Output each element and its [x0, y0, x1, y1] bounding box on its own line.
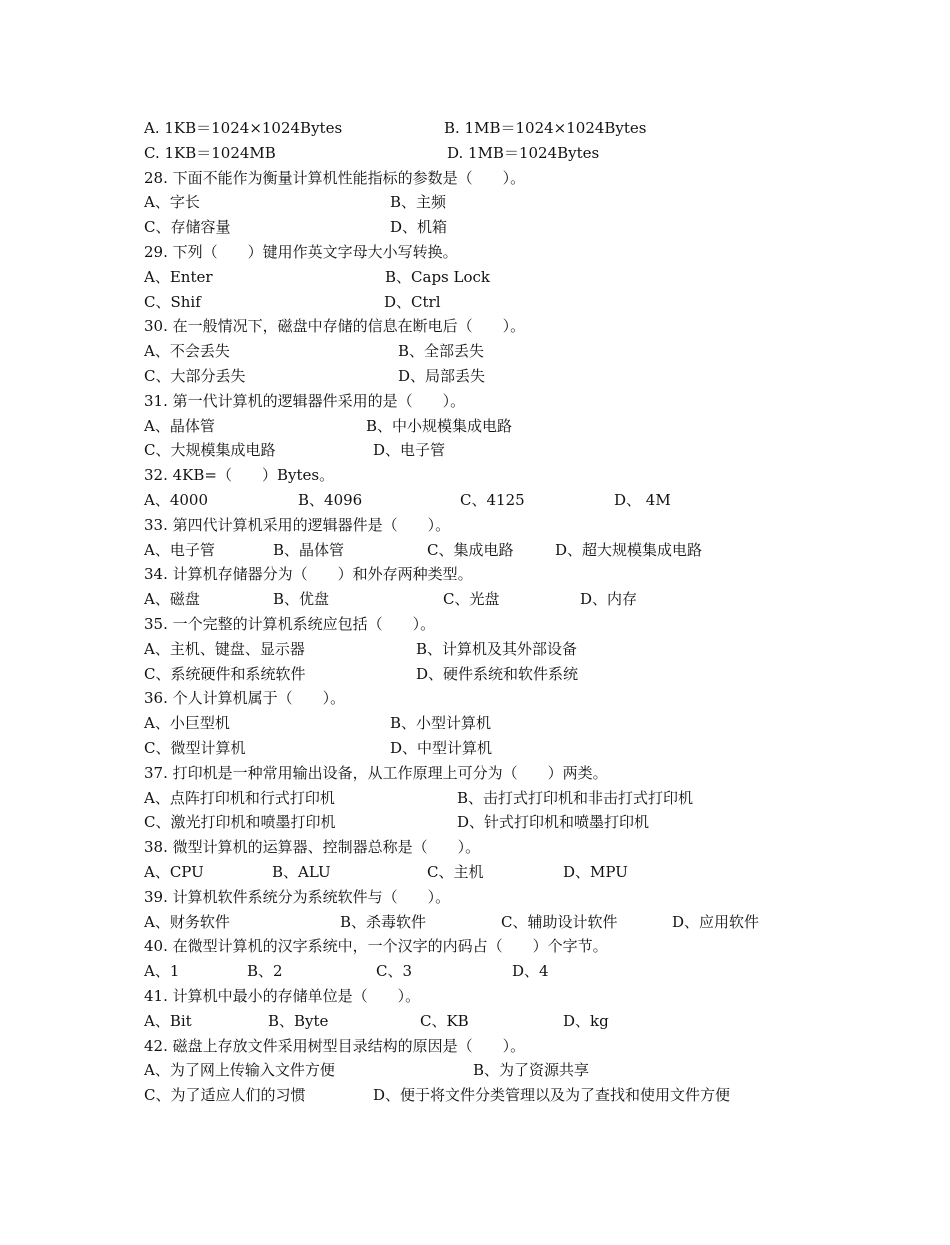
option-text: D、kg [563, 1011, 609, 1030]
options-line [0, 364, 950, 389]
option-text: D、超大规模集成电路 [555, 540, 703, 559]
options-line [0, 959, 950, 984]
option-text: B、计算机及其外部设备 [416, 639, 578, 658]
options-line [0, 1009, 950, 1034]
option-text: B、击打式打印机和非击打式打印机 [457, 788, 694, 807]
option-text: D、内存 [580, 590, 638, 609]
question-line [0, 1034, 950, 1059]
question-line [0, 166, 950, 191]
option-text: C、KB [420, 1011, 469, 1030]
option-text: C、Shif [144, 292, 201, 311]
question-line [0, 240, 950, 265]
question-line [0, 761, 950, 786]
option-text: D. 1MB＝1024Bytes [447, 143, 600, 162]
options-line [0, 141, 950, 166]
question-line [0, 463, 950, 488]
question-line [0, 835, 950, 860]
option-text: B、Byte [268, 1011, 329, 1030]
question-text: 33. 第四代计算机采用的逻辑器件是（ ）。 [144, 515, 451, 534]
question-line [0, 513, 950, 538]
option-text: A、主机、键盘、显示器 [144, 639, 305, 658]
option-text: C、微型计算机 [144, 739, 246, 757]
options-line [0, 1058, 950, 1083]
options-line [0, 662, 950, 687]
options-line [0, 1083, 950, 1108]
question-line [0, 314, 950, 339]
option-text: D、4 [512, 962, 549, 981]
option-text: B、晶体管 [273, 540, 345, 559]
options-line [0, 860, 950, 885]
question-text: 38. 微型计算机的运算器、控制器总称是（ ）。 [144, 838, 481, 857]
option-text: D、针式打印机和喷墨打印机 [457, 813, 650, 832]
question-text: 37. 打印机是一种常用输出设备，从工作原理上可分为（ ）两类。 [144, 763, 608, 782]
question-text: 39. 计算机软件系统分为系统软件与（ ）。 [144, 887, 451, 906]
options-line [0, 116, 950, 141]
option-text: C. 1KB＝1024MB [144, 143, 276, 162]
option-text: D、硬件系统和软件系统 [416, 664, 579, 683]
options-line [0, 786, 950, 811]
option-text: B、为了资源共享 [473, 1061, 590, 1080]
question-line [0, 984, 950, 1009]
question-text: 32. 4KB=（ ）Bytes。 [144, 466, 335, 485]
option-text: A、CPU [144, 863, 204, 881]
question-text: 36. 个人计算机属于（ ）。 [144, 689, 346, 708]
question-line [0, 934, 950, 959]
question-text: 29. 下列（ ）键用作英文字母大小写转换。 [144, 243, 458, 261]
question-line [0, 686, 950, 711]
option-text: C、光盘 [443, 590, 500, 609]
option-text: C、系统硬件和系统软件 [144, 664, 306, 683]
option-text: C、为了适应人们的习惯 [144, 1086, 306, 1105]
options-line [0, 438, 950, 463]
question-text: 35. 一个完整的计算机系统应包括（ ）。 [144, 615, 436, 633]
option-text: D、局部丢失 [398, 367, 486, 385]
options-line [0, 587, 950, 612]
option-text: A、点阵打印机和行式打印机 [144, 788, 335, 807]
option-text: B、Caps Lock [385, 267, 490, 286]
option-text: C、主机 [427, 863, 484, 881]
option-text: A、电子管 [144, 540, 215, 559]
options-line [0, 910, 950, 935]
option-text: A、1 [144, 962, 180, 981]
option-text: B、中小规模集成电路 [366, 416, 513, 435]
option-text: C、存储容量 [144, 218, 231, 237]
question-text: 40. 在微型计算机的汉字系统中，一个汉字的内码占（ ）个字节。 [144, 937, 608, 956]
option-text: A、不会丢失 [144, 342, 230, 361]
question-text: 34. 计算机存储器分为（ ）和外存两种类型。 [144, 565, 473, 584]
option-text: B、4096 [298, 491, 363, 509]
option-text: C、激光打印机和喷墨打印机 [144, 813, 336, 832]
option-text: C、4125 [460, 491, 525, 509]
options-line [0, 538, 950, 563]
option-text: A、磁盘 [144, 590, 200, 609]
question-line [0, 885, 950, 910]
option-text: A、为了网上传输入文件方便 [144, 1061, 335, 1080]
options-line [0, 290, 950, 315]
option-text: C、大规模集成电路 [144, 441, 276, 460]
question-text: 28. 下面不能作为衡量计算机性能指标的参数是（ ）。 [144, 168, 526, 187]
option-text: A、Bit [144, 1011, 192, 1030]
option-text: D、电子管 [373, 441, 446, 460]
option-text: C、辅助设计软件 [501, 912, 618, 931]
option-text: C、集成电路 [427, 540, 514, 559]
options-line [0, 339, 950, 364]
question-text: 41. 计算机中最小的存储单位是（ ）。 [144, 987, 421, 1005]
option-text: B、全部丢失 [398, 342, 485, 361]
options-line [0, 215, 950, 240]
options-line [0, 190, 950, 215]
options-line [0, 637, 950, 662]
question-line [0, 612, 950, 637]
option-text: D、机箱 [390, 218, 448, 237]
question-line [0, 389, 950, 414]
option-text: D、应用软件 [672, 912, 760, 931]
option-text: B. 1MB＝1024×1024Bytes [444, 119, 647, 137]
option-text: A、字长 [144, 193, 200, 212]
option-text: B、小型计算机 [390, 714, 492, 733]
option-text: D、MPU [563, 863, 628, 881]
options-line [0, 488, 950, 513]
option-text: B、主频 [390, 193, 447, 212]
option-text: D、便于将文件分类管理以及为了查找和使用文件方便 [373, 1086, 731, 1105]
option-text: A、小巨型机 [144, 714, 230, 733]
question-line [0, 562, 950, 587]
option-text: D、Ctrl [384, 292, 441, 311]
option-text: B、2 [247, 962, 283, 981]
options-line [0, 736, 950, 761]
option-text: A、财务软件 [144, 912, 230, 931]
option-text: A、晶体管 [144, 416, 215, 435]
options-line [0, 711, 950, 736]
option-text: B、杀毒软件 [340, 912, 427, 931]
options-line [0, 265, 950, 290]
option-text: C、大部分丢失 [144, 367, 246, 385]
option-text: A、Enter [144, 267, 213, 286]
question-text: 31. 第一代计算机的逻辑器件采用的是（ ）。 [144, 391, 466, 410]
option-text: A. 1KB＝1024×1024Bytes [144, 119, 343, 137]
option-text: A、4000 [144, 491, 209, 509]
options-line [0, 414, 950, 439]
option-text: D、 4M [614, 491, 671, 509]
option-text: B、ALU [272, 863, 331, 881]
question-text: 42. 磁盘上存放文件采用树型目录结构的原因是（ ）。 [144, 1036, 526, 1055]
option-text: B、优盘 [273, 590, 330, 609]
question-text: 30. 在一般情况下，磁盘中存储的信息在断电后（ ）。 [144, 317, 526, 336]
option-text: D、中型计算机 [390, 739, 493, 757]
options-line [0, 810, 950, 835]
option-text: C、3 [376, 962, 413, 981]
